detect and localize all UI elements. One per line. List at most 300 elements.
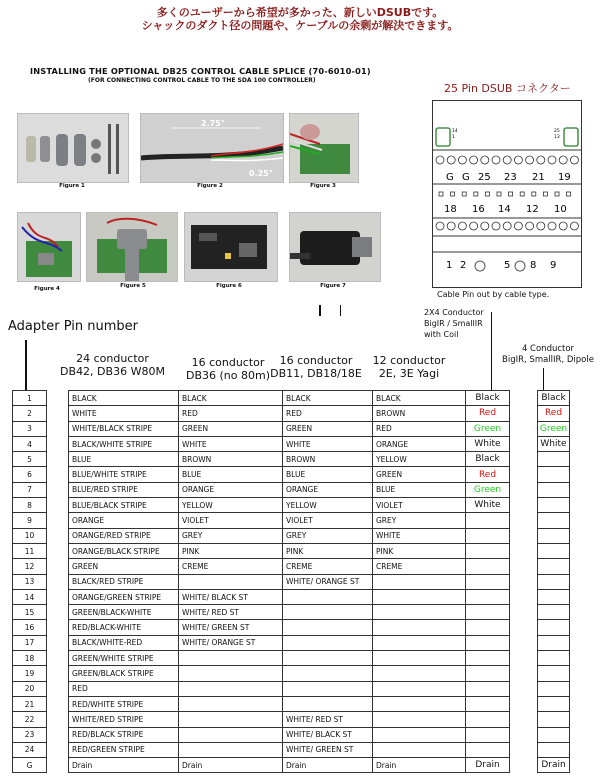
cell-pin: 16 (13, 620, 47, 635)
adapter-pointer-line (25, 340, 27, 390)
cell-c2 (179, 681, 283, 696)
cell-c4 (373, 635, 466, 650)
cell-c1: BLACK/RED STRIPE (69, 574, 179, 589)
figure-5-caption: Figure 5 (120, 283, 146, 289)
cell-spacer (47, 559, 69, 574)
table-row (13, 605, 570, 620)
figure-1-caption: Figure 1 (59, 183, 85, 189)
cell-c3: GREY (283, 528, 373, 543)
cell-spacer (510, 452, 538, 467)
dsub-connector-diagram (432, 100, 582, 288)
cell-spacer (47, 589, 69, 604)
connector-pin-label: 19 (558, 172, 571, 183)
cell-c4 (373, 742, 466, 757)
cell-spacer (47, 727, 69, 742)
cell-c3: WHITE/ BLACK ST (283, 727, 373, 742)
cell-c3: Drain (283, 758, 373, 773)
table-row (13, 436, 570, 451)
cell-c1: WHITE/BLACK STRIPE (69, 421, 179, 436)
cell-c6 (538, 452, 570, 467)
cell-c4 (373, 712, 466, 727)
figure-2-photo (140, 113, 284, 183)
table-row (13, 681, 570, 696)
table-row (13, 758, 570, 773)
table-row (13, 574, 570, 589)
cell-c2: YELLOW (179, 498, 283, 513)
column-pointer-line (543, 368, 544, 390)
cell-spacer (47, 452, 69, 467)
cell-c6 (538, 589, 570, 604)
column-header-4-conductor: 4 Conductor BigIR, SmallIR, Dipole (502, 344, 594, 365)
table-row (13, 498, 570, 513)
cell-pin: 19 (13, 666, 47, 681)
cell-c5: Red (466, 467, 510, 482)
cell-c5 (466, 635, 510, 650)
table-row (13, 712, 570, 727)
pin-table (12, 390, 570, 773)
corner-label: 13 (554, 135, 560, 140)
connector-pin-label: 8 (530, 260, 537, 271)
column-header-24-conductor: 24 conductor DB42, DB36 W80M (60, 352, 165, 378)
cell-pin: 5 (13, 452, 47, 467)
cell-c5: Red (466, 406, 510, 421)
cell-c3 (283, 635, 373, 650)
cell-c4 (373, 589, 466, 604)
cell-c2: WHITE/ BLACK ST (179, 589, 283, 604)
figure-4-photo (17, 212, 81, 282)
cell-c4 (373, 605, 466, 620)
cell-c3: RED (283, 406, 373, 421)
cell-c1: WHITE (69, 406, 179, 421)
cell-c3 (283, 589, 373, 604)
cell-spacer (510, 513, 538, 528)
cell-pin: 20 (13, 681, 47, 696)
cell-c4 (373, 681, 466, 696)
header-line-2: シャックのダクト径の問題や、ケーブルの余剰が解決できます。 (141, 19, 459, 32)
cell-c4: BROWN (373, 406, 466, 421)
cell-c3: BROWN (283, 452, 373, 467)
cell-pin: 22 (13, 712, 47, 727)
cell-c2: WHITE/ ORANGE ST (179, 635, 283, 650)
cell-c4 (373, 727, 466, 742)
cell-spacer (47, 421, 69, 436)
cell-c3: WHITE/ ORANGE ST (283, 574, 373, 589)
cell-c4: PINK (373, 543, 466, 558)
header-line-1: 多くのユーザーから希望が多かった、新しいDSUBです。 (156, 6, 444, 19)
cell-pin: 17 (13, 635, 47, 650)
cell-c3: ORANGE (283, 482, 373, 497)
figure-3-photo (289, 113, 359, 183)
cell-spacer (47, 681, 69, 696)
cell-c6 (538, 605, 570, 620)
cell-c2: RED (179, 406, 283, 421)
cell-c5 (466, 742, 510, 757)
cell-c6 (538, 559, 570, 574)
cell-spacer (510, 727, 538, 742)
cell-c6 (538, 696, 570, 711)
cell-c6 (538, 742, 570, 757)
cell-c6 (538, 528, 570, 543)
cell-c1: BLUE/RED STRIPE (69, 482, 179, 497)
cell-c5 (466, 543, 510, 558)
table-row (13, 543, 570, 558)
cell-spacer (47, 436, 69, 451)
cell-spacer (47, 620, 69, 635)
cell-c2 (179, 742, 283, 757)
cell-c6 (538, 727, 570, 742)
cell-c3: GREEN (283, 421, 373, 436)
cell-spacer (47, 696, 69, 711)
connector-pin-label: 21 (532, 172, 545, 183)
adapter-pin-label: Adapter Pin number (8, 319, 138, 334)
cell-c3 (283, 620, 373, 635)
cell-c3 (283, 681, 373, 696)
cell-pin: 7 (13, 482, 47, 497)
cell-pin: 15 (13, 605, 47, 620)
cell-c4: VIOLET (373, 498, 466, 513)
table-row (13, 528, 570, 543)
cell-c5 (466, 574, 510, 589)
cell-c3: WHITE/ GREEN ST (283, 742, 373, 757)
cell-c5 (466, 666, 510, 681)
cell-spacer (510, 666, 538, 681)
cell-spacer (510, 498, 538, 513)
divider-mark (340, 305, 341, 316)
cell-pin: 12 (13, 559, 47, 574)
cell-pin: 23 (13, 727, 47, 742)
cell-pin: 24 (13, 742, 47, 757)
cell-c1: RED/BLACK-WHITE (69, 620, 179, 635)
cell-c3: PINK (283, 543, 373, 558)
cell-pin: 10 (13, 528, 47, 543)
cell-c2 (179, 696, 283, 711)
cell-spacer (510, 528, 538, 543)
cell-c4: BLUE (373, 482, 466, 497)
cell-c1: WHITE/RED STRIPE (69, 712, 179, 727)
cell-c6: Red (538, 406, 570, 421)
figure-7-photo (289, 212, 381, 282)
connector-pin-label: G (446, 172, 454, 183)
cell-c2: WHITE (179, 436, 283, 451)
cell-c6 (538, 620, 570, 635)
figure-1-photo (17, 113, 129, 183)
figure-6-caption: Figure 6 (216, 283, 242, 289)
cell-spacer (510, 421, 538, 436)
cell-c2: Drain (179, 758, 283, 773)
cell-c2: BLUE (179, 467, 283, 482)
cell-c1: GREEN/WHITE STRIPE (69, 651, 179, 666)
cell-c2: CREME (179, 559, 283, 574)
cell-spacer (47, 758, 69, 773)
cell-pin: 11 (13, 543, 47, 558)
cell-c6: Green (538, 421, 570, 436)
connector-pin-label: 2 (460, 260, 467, 271)
cell-c3: WHITE (283, 436, 373, 451)
cell-c1: ORANGE/BLACK STRIPE (69, 543, 179, 558)
table-row (13, 651, 570, 666)
column-header-16-conductor-db11: 16 conductor DB11, DB18/18E (270, 354, 362, 380)
cell-pin: 14 (13, 589, 47, 604)
corner-label: 14 (452, 129, 458, 134)
cell-spacer (510, 589, 538, 604)
cell-spacer (510, 467, 538, 482)
cell-c5 (466, 651, 510, 666)
table-row (13, 589, 570, 604)
cell-c3: YELLOW (283, 498, 373, 513)
connector-pin-label: 9 (550, 260, 557, 271)
column-header-16-conductor-db36: 16 conductor DB36 (no 80m) (185, 356, 270, 382)
cell-c2: WHITE/ GREEN ST (179, 620, 283, 635)
table-row (13, 513, 570, 528)
table-row (13, 467, 570, 482)
cell-spacer (47, 635, 69, 650)
cell-spacer (510, 436, 538, 451)
divider-mark (319, 305, 321, 316)
cell-c2: GREEN (179, 421, 283, 436)
figure-2-caption: Figure 2 (197, 183, 223, 189)
cell-c6 (538, 574, 570, 589)
cell-c6: White (538, 436, 570, 451)
table-row (13, 391, 570, 406)
cell-c1: BLUE/WHITE STRIPE (69, 467, 179, 482)
cell-pin: 1 (13, 391, 47, 406)
connector-pin-label: 10 (554, 204, 567, 215)
cell-c3: WHITE/ RED ST (283, 712, 373, 727)
cell-spacer (47, 605, 69, 620)
figure-2-dim-short: 0.25" (249, 169, 273, 178)
cell-c5 (466, 513, 510, 528)
cell-spacer (47, 498, 69, 513)
table-row (13, 559, 570, 574)
cell-c3: VIOLET (283, 513, 373, 528)
cell-c4: YELLOW (373, 452, 466, 467)
figure-5-photo (86, 212, 178, 282)
cell-spacer (510, 605, 538, 620)
figure-2-dim-long: 2.75" (201, 119, 225, 128)
corner-label: 25 (554, 129, 560, 134)
cell-c2 (179, 727, 283, 742)
cell-c4: CREME (373, 559, 466, 574)
cell-c6 (538, 666, 570, 681)
column-header-12-conductor: 12 conductor 2E, 3E Yagi (372, 354, 446, 380)
cell-spacer (510, 696, 538, 711)
cell-c2 (179, 666, 283, 681)
cell-pin: 3 (13, 421, 47, 436)
cell-c1: GREEN (69, 559, 179, 574)
cell-spacer (510, 406, 538, 421)
cell-pin: 21 (13, 696, 47, 711)
cell-c5 (466, 620, 510, 635)
connector-pin-label: 16 (472, 204, 485, 215)
cell-c5 (466, 605, 510, 620)
cell-pin: 9 (13, 513, 47, 528)
cell-spacer (510, 543, 538, 558)
cell-c1: RED/WHITE STRIPE (69, 696, 179, 711)
cell-c1: ORANGE (69, 513, 179, 528)
cell-c2: BLACK (179, 391, 283, 406)
connector-title: 25 Pin DSUB コネクター (444, 82, 571, 95)
cell-spacer (47, 391, 69, 406)
cell-c2: GREY (179, 528, 283, 543)
table-row (13, 406, 570, 421)
cell-c1: RED/GREEN STRIPE (69, 742, 179, 757)
cell-c1: BLACK/WHITE-RED (69, 635, 179, 650)
cell-c6: Black (538, 391, 570, 406)
cell-c5: Black (466, 391, 510, 406)
connector-caption: Cable Pin out by cable type. (437, 290, 550, 299)
cell-c6 (538, 513, 570, 528)
cell-pin: 13 (13, 574, 47, 589)
cell-spacer (510, 758, 538, 773)
cell-c4: Drain (373, 758, 466, 773)
cell-c6: Drain (538, 758, 570, 773)
cell-c2 (179, 574, 283, 589)
connector-pin-label: 1 (446, 260, 453, 271)
connector-pin-label: 5 (504, 260, 511, 271)
table-row (13, 696, 570, 711)
cell-c3 (283, 605, 373, 620)
cell-c6 (538, 712, 570, 727)
cell-spacer (510, 742, 538, 757)
cell-pin: 6 (13, 467, 47, 482)
figure-6-photo (184, 212, 278, 282)
cell-spacer (510, 635, 538, 650)
cell-spacer (47, 482, 69, 497)
connector-pin-label: G (462, 172, 470, 183)
table-row (13, 482, 570, 497)
connector-pin-label: 14 (498, 204, 511, 215)
cell-spacer (47, 467, 69, 482)
cell-c6 (538, 681, 570, 696)
cell-c1: BLACK (69, 391, 179, 406)
cell-c5: Green (466, 421, 510, 436)
cell-c1: Drain (69, 758, 179, 773)
cell-c5 (466, 589, 510, 604)
cell-c4: BLACK (373, 391, 466, 406)
cell-c2: PINK (179, 543, 283, 558)
cell-spacer (47, 574, 69, 589)
cell-pin: 18 (13, 651, 47, 666)
cell-c4 (373, 620, 466, 635)
table-row (13, 727, 570, 742)
cell-c3: BLUE (283, 467, 373, 482)
column-header-2x4-conductor: 2X4 Conductor BigIR / SmallIR with Coil (424, 308, 484, 339)
cell-c4 (373, 574, 466, 589)
cell-c4: RED (373, 421, 466, 436)
cell-spacer (47, 666, 69, 681)
table-row (13, 666, 570, 681)
instructions-title: INSTALLING THE OPTIONAL DB25 CONTROL CABLE SPLICE (70-6010-01) (30, 66, 371, 76)
cell-spacer (47, 651, 69, 666)
cell-spacer (510, 651, 538, 666)
cell-spacer (510, 482, 538, 497)
cell-c6 (538, 482, 570, 497)
cell-c1: BLUE/BLACK STRIPE (69, 498, 179, 513)
cell-c6 (538, 543, 570, 558)
instructions-subtitle: (FOR CONNECTING CONTROL CABLE TO THE SDA 100 CONTROLLER) (88, 77, 316, 84)
cell-spacer (510, 681, 538, 696)
cell-c4: GREY (373, 513, 466, 528)
cell-c2: VIOLET (179, 513, 283, 528)
cell-spacer (510, 559, 538, 574)
cell-c5: White (466, 436, 510, 451)
connector-pin-label: 25 (478, 172, 491, 183)
cell-c5 (466, 528, 510, 543)
cell-c5 (466, 681, 510, 696)
cell-pin: 4 (13, 436, 47, 451)
cell-c5: Green (466, 482, 510, 497)
cell-c1: GREEN/BLACK-WHITE (69, 605, 179, 620)
cell-c6 (538, 651, 570, 666)
cell-pin: 8 (13, 498, 47, 513)
cell-c2 (179, 651, 283, 666)
corner-label: 1 (452, 135, 455, 140)
table-row (13, 620, 570, 635)
figure-3-caption: Figure 3 (310, 183, 336, 189)
cell-pin: G (13, 758, 47, 773)
cell-c3 (283, 666, 373, 681)
cell-c1: BLACK/WHITE STRIPE (69, 436, 179, 451)
cell-c1: GREEN/BLACK STRIPE (69, 666, 179, 681)
cell-c2: BROWN (179, 452, 283, 467)
cell-c4: WHITE (373, 528, 466, 543)
table-row (13, 421, 570, 436)
cell-c4: GREEN (373, 467, 466, 482)
figure-4-caption: Figure 4 (34, 286, 60, 292)
column-pointer-line (491, 312, 492, 390)
cell-c3: BLACK (283, 391, 373, 406)
cell-c4: ORANGE (373, 436, 466, 451)
cell-c2: WHITE/ RED ST (179, 605, 283, 620)
cell-spacer (47, 543, 69, 558)
cell-c2: ORANGE (179, 482, 283, 497)
cell-pin: 2 (13, 406, 47, 421)
cell-c5 (466, 559, 510, 574)
table-row (13, 452, 570, 467)
cell-c2 (179, 712, 283, 727)
cell-c1: RED (69, 681, 179, 696)
connector-pin-label: 12 (526, 204, 539, 215)
cell-spacer (510, 620, 538, 635)
cell-c6 (538, 498, 570, 513)
cell-spacer (510, 712, 538, 727)
connector-pin-label: 18 (444, 204, 457, 215)
cell-c1: BLUE (69, 452, 179, 467)
cell-c5 (466, 712, 510, 727)
cell-c6 (538, 635, 570, 650)
cell-spacer (47, 742, 69, 757)
cell-c6 (538, 467, 570, 482)
cell-c4 (373, 696, 466, 711)
cell-spacer (47, 513, 69, 528)
cell-spacer (510, 574, 538, 589)
cell-c5: White (466, 498, 510, 513)
cell-c5 (466, 727, 510, 742)
cell-c3 (283, 651, 373, 666)
cell-c4 (373, 666, 466, 681)
cell-c1: ORANGE/GREEN STRIPE (69, 589, 179, 604)
cell-c3: CREME (283, 559, 373, 574)
cell-c4 (373, 651, 466, 666)
cell-spacer (47, 528, 69, 543)
figure-7-caption: Figure 7 (320, 283, 346, 289)
cell-spacer (47, 712, 69, 727)
table-row (13, 635, 570, 650)
cell-c5: Black (466, 452, 510, 467)
connector-pin-label: 23 (504, 172, 517, 183)
cell-c5 (466, 696, 510, 711)
cell-spacer (510, 391, 538, 406)
